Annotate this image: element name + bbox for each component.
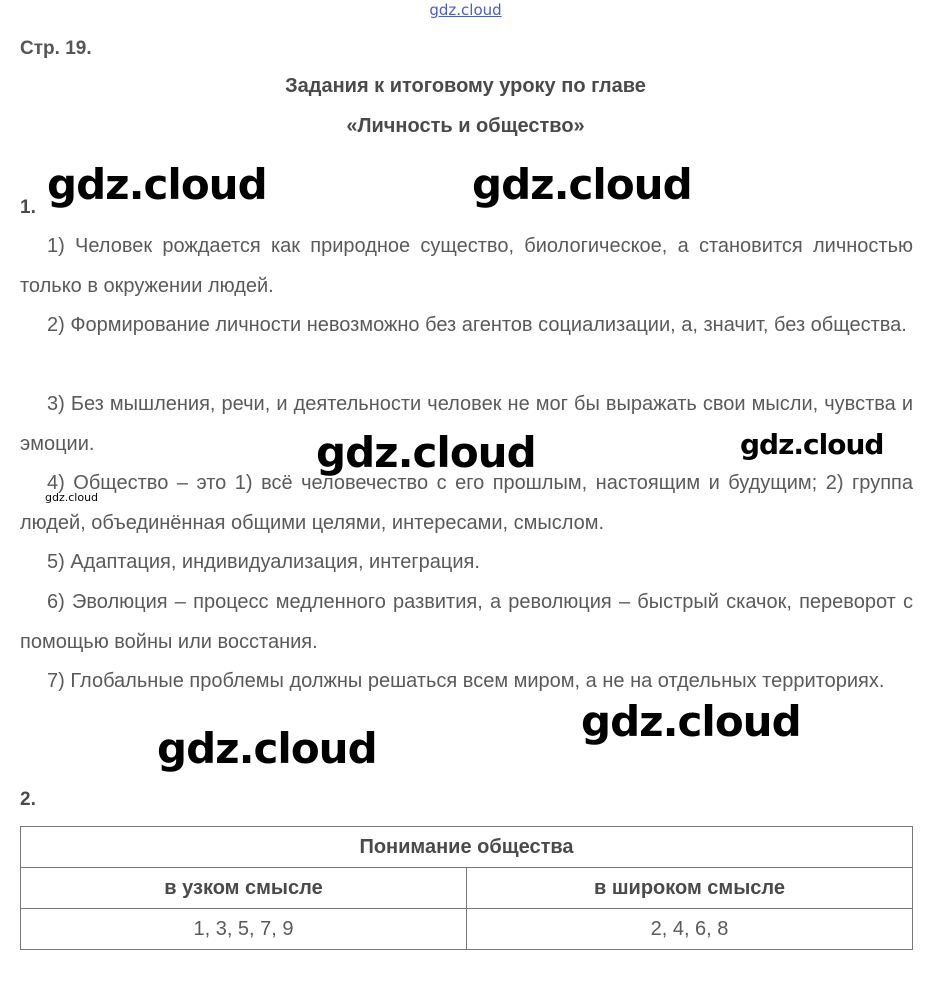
watermark: gdz.cloud [316, 428, 536, 477]
answer-paragraph-5: 5) Адаптация, индивидуализация, интеграция. [47, 551, 480, 573]
watermark: gdz.cloud [740, 428, 884, 461]
table-caption: Понимание общества [21, 827, 913, 868]
answer-paragraph-3: 3) Без мышления, речи, и деятельности человек не мог бы выражать свои мысли, чувства и эмоции. [20, 393, 913, 455]
watermark: gdz.cloud [472, 160, 692, 209]
column-header-narrow: в узком смысле [21, 868, 467, 909]
answer-paragraph-4: 4) Общество – это 1) всё человечество с его прошлым, настоящим и будущим; 2) группа людей, объединённая общими целями, интересами, смыслом. [20, 472, 913, 534]
section-1-number: 1. [20, 197, 36, 218]
watermark: gdz.cloud [45, 491, 99, 504]
answer-paragraph-7: 7) Глобальные проблемы должны решаться всем миром, а не на отдельных территориях. [47, 670, 885, 692]
page-title-line2: «Личность и общество» [346, 115, 585, 137]
table-cell-narrow: 1, 3, 5, 7, 9 [21, 909, 467, 950]
watermark: gdz.cloud [157, 724, 377, 773]
answer-paragraph-6: 6) Эволюция – процесс медленного развития, а революция – быстрый скачок, переворот с помощью войны или восстания. [20, 591, 913, 653]
answer-paragraph-1: 1) Человек рождается как природное существо, биологическое, а становится личностью только в окружении людей. [20, 235, 913, 297]
section-2-number: 2. [20, 789, 36, 810]
table-cell-broad: 2, 4, 6, 8 [467, 909, 913, 950]
society-concept-table [20, 826, 913, 950]
page-label: Стр. 19. [20, 38, 92, 59]
watermark: gdz.cloud [47, 160, 267, 209]
top-site-link[interactable]: gdz.cloud [429, 1, 502, 19]
watermark: gdz.cloud [581, 697, 801, 746]
column-header-broad: в широком смысле [467, 868, 913, 909]
page-title-line1: Задания к итоговому уроку по главе [285, 75, 646, 97]
answer-paragraph-2: 2) Формирование личности невозможно без агентов социализации, а, значит, без общества. [47, 314, 907, 336]
